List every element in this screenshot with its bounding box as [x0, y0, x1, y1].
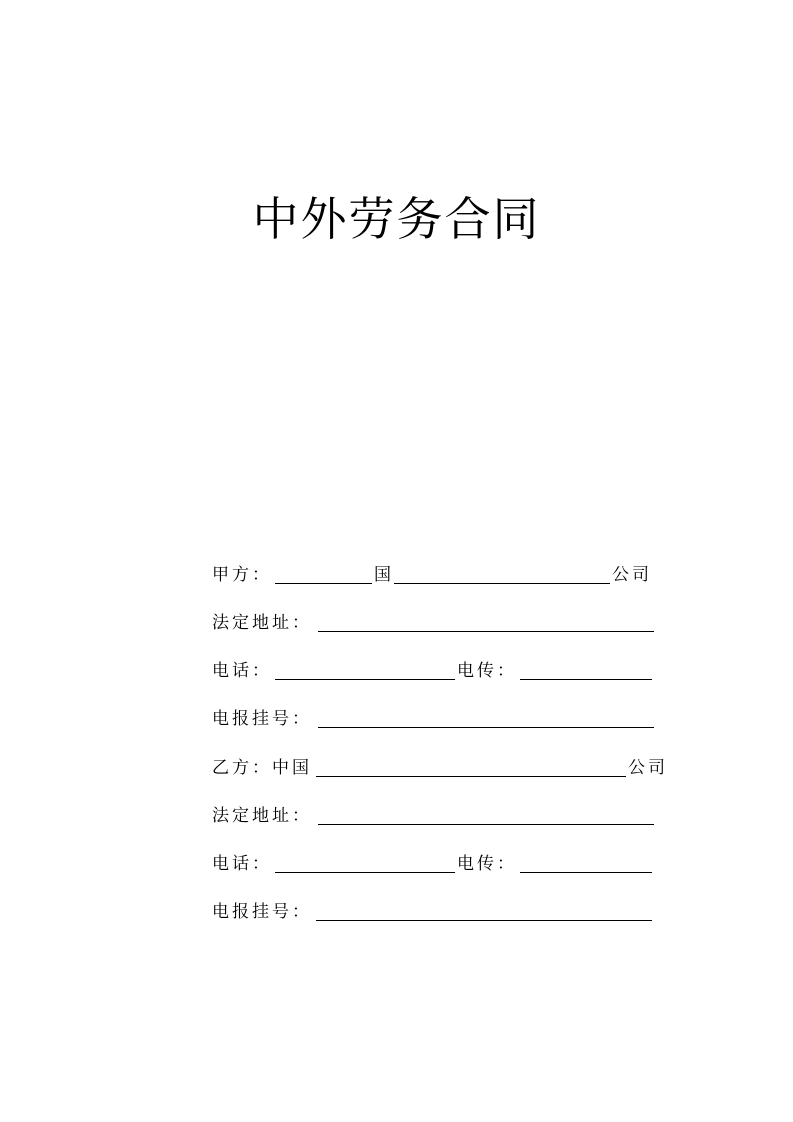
party-a-phone-blank[interactable]	[275, 679, 455, 680]
party-b-telegraph-label: 电报挂号：	[212, 902, 312, 922]
party-b-label: 乙方：中国	[212, 758, 312, 778]
party-b-address-blank[interactable]	[318, 824, 654, 825]
party-a-fax-label: 电传：	[457, 661, 517, 681]
party-a-country-suffix: 国	[374, 565, 394, 585]
document-title: 中外劳务合同	[252, 192, 541, 246]
party-b-company-blank[interactable]	[316, 776, 626, 777]
party-b-fax-blank[interactable]	[520, 872, 652, 873]
party-b-phone-blank[interactable]	[275, 872, 455, 873]
party-a-phone-label: 电话：	[212, 661, 272, 681]
party-a-telegraph-label: 电报挂号：	[212, 709, 312, 729]
party-b-phone-label: 电话：	[212, 854, 272, 874]
party-a-label: 甲方：	[212, 565, 272, 585]
party-b-company-suffix: 公司	[628, 758, 668, 778]
party-b-address-label: 法定地址：	[212, 806, 312, 826]
party-a-fax-blank[interactable]	[520, 679, 652, 680]
party-b-fax-label: 电传：	[457, 854, 517, 874]
party-a-address-label: 法定地址：	[212, 613, 312, 633]
party-a-company-blank[interactable]	[394, 583, 610, 584]
party-a-company-suffix: 公司	[612, 565, 652, 585]
party-a-country-blank[interactable]	[275, 583, 372, 584]
party-b-telegraph-blank[interactable]	[316, 920, 652, 921]
party-a-address-blank[interactable]	[318, 631, 654, 632]
party-a-telegraph-blank[interactable]	[318, 727, 654, 728]
